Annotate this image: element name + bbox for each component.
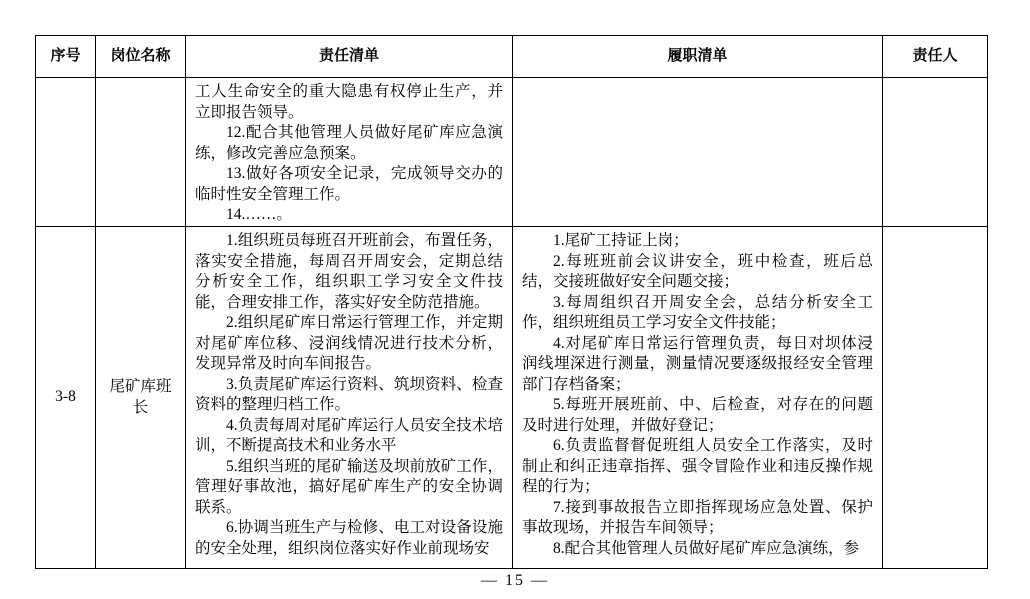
cell-position-name: 尾矿库班长	[96, 227, 186, 569]
responsibility-item: 2.组织尾矿库日常运行管理工作，并定期对尾矿库位移、浸润线情况进行技术分析，发现异常及时向车间报告。	[195, 314, 503, 372]
responsibility-item: 1.组织班员每班召开班前会，布置任务，落实安全措施，每周召开周安会，定期总结分析安全工作，组织职工学习安全文件技能，合理安排工作，落实好安全防范措施。	[195, 232, 503, 311]
responsibility-item: 13.做好各项安全记录，完成领导交办的临时性安全管理工作。	[195, 165, 503, 203]
duty-item: 7.接到事故报告立即指挥现场应急处置、保护事故现场，并报告车间领导；	[522, 498, 873, 536]
duty-item: 6.负责监督督促班组人员安全工作落实，及时制止和纠正违章指挥、强令冒险作业和违反操作规程的行为；	[522, 437, 873, 495]
cell-duty-list	[513, 78, 883, 227]
responsibility-item: 5.组织当班的尾矿输送及坝前放矿工作，管理好事故池，搞好尾矿库生产的安全协调联系。	[195, 457, 503, 516]
responsibility-item: 12.配合其他管理人员做好尾矿库应急演练，修改完善应急预案。	[195, 124, 503, 162]
cell-responsibility-list	[186, 78, 513, 227]
responsibility-item: 4.负责每周对尾矿库运行人员安全技术培训，不断提高技术和业务水平	[195, 416, 503, 454]
header-responsible-person: 责任人	[883, 36, 988, 78]
responsibility-item: 3.负责尾矿库运行资料、筑坝资料、检查资料的整理归档工作。	[195, 375, 503, 413]
cell-responsible-person	[883, 78, 988, 227]
cell-position-name	[96, 78, 186, 227]
responsibility-item: 14.……。	[226, 206, 292, 223]
cell-responsible-person	[883, 227, 988, 569]
duty-item: 5.每班开展班前、中、后检查，对存在的问题及时进行处理，并做好登记；	[522, 396, 873, 434]
duty-item: 3.每周组织召开周安全会，总结分析安全工作，组织班组员工学习安全文件技能；	[522, 293, 873, 331]
cell-serial-number: 3-8	[36, 227, 96, 569]
responsibility-item: 6.协调当班生产与检修、电工对设备设施的安全处理，组织岗位落实好作业前现场安	[195, 519, 503, 557]
cell-duty-list	[513, 227, 883, 569]
cell-serial-number	[36, 78, 96, 227]
duty-item: 1.尾矿工持证上岗；	[553, 232, 689, 249]
duty-item: 2.每班班前会议讲安全，班中检查，班后总结，交接班做好安全问题交接；	[522, 252, 873, 290]
page-number: — 15 —	[481, 572, 549, 589]
responsibility-item: 工人生命安全的重大隐患有权停止生产，并立即报告领导。	[195, 83, 503, 121]
table-header-row	[36, 36, 988, 78]
cell-responsibility-list	[186, 227, 513, 569]
header-duty-list: 履职清单	[513, 36, 883, 78]
header-serial-number: 序号	[36, 36, 96, 78]
header-responsibility-list: 责任清单	[186, 36, 513, 78]
duty-item: 8.配合其他管理人员做好尾矿库应急演练，参	[553, 539, 860, 557]
header-position-name: 岗位名称	[96, 36, 186, 78]
table-row-3-8	[36, 227, 988, 569]
responsibility-table	[35, 35, 988, 569]
duty-item: 4.对尾矿库日常运行管理负责，每日对坝体浸润线埋深进行测量，测量情况要逐级报经安全管理部门存档备案；	[522, 334, 873, 393]
table-row-continuation	[36, 78, 988, 227]
